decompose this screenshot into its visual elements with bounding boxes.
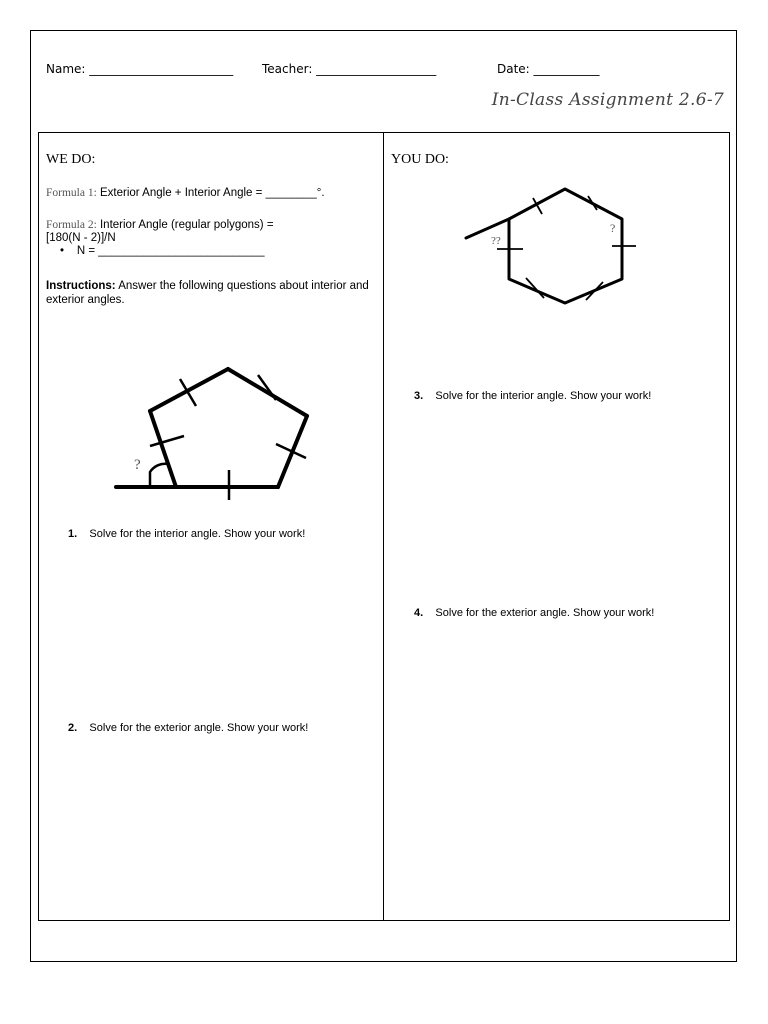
formula-1-text: Exterior Angle + Interior Angle = ________°. bbox=[96, 187, 325, 199]
question-3-text: Solve for the interior angle. Show your work! bbox=[435, 390, 652, 402]
question-3 bbox=[414, 390, 651, 402]
assignment-title: In-Class Assignment 2.6-7 bbox=[491, 90, 724, 110]
question-1-text: Solve for the interior angle. Show your work! bbox=[89, 528, 306, 540]
instructions-label: Instructions: bbox=[46, 280, 116, 292]
formula-2-continued: [180(N - 2)]/N bbox=[46, 232, 116, 244]
pentagon-figure bbox=[110, 360, 320, 500]
date-field[interactable]: Date: ___________ bbox=[497, 62, 600, 76]
question-4 bbox=[414, 607, 654, 619]
formula-1 bbox=[46, 187, 325, 200]
pentagon-angle-mark: ? bbox=[134, 457, 141, 473]
formula-2-text: Interior Angle (regular polygons) = bbox=[96, 219, 274, 231]
question-1 bbox=[68, 528, 305, 540]
instructions bbox=[46, 279, 381, 307]
hexagon-figure bbox=[462, 182, 642, 308]
hexagon-exterior-mark: ?? bbox=[491, 235, 501, 247]
question-1-number: 1. bbox=[68, 528, 78, 540]
you-do-title: YOU DO: bbox=[391, 152, 449, 167]
formula-2 bbox=[46, 219, 274, 232]
bullet-dot: • bbox=[60, 245, 65, 257]
hexagon-interior-mark: ? bbox=[610, 221, 616, 235]
column-divider bbox=[383, 132, 384, 921]
we-do-title: WE DO: bbox=[46, 152, 96, 167]
formula-1-label: Formula 1: bbox=[46, 187, 97, 199]
question-2 bbox=[68, 722, 308, 734]
question-4-text: Solve for the exterior angle. Show your work! bbox=[435, 607, 655, 619]
instructions-text: Answer the following questions about interior and exterior angles. bbox=[46, 280, 369, 306]
name-field[interactable]: Name: ________________________ bbox=[46, 62, 234, 76]
n-line-item bbox=[60, 245, 265, 257]
question-2-number: 2. bbox=[68, 722, 78, 734]
formula-2-label: Formula 2: bbox=[46, 219, 97, 231]
n-line[interactable]: N = __________________________ bbox=[76, 245, 265, 257]
teacher-field[interactable]: Teacher: ____________________ bbox=[262, 62, 437, 76]
question-4-number: 4. bbox=[414, 607, 424, 619]
question-3-number: 3. bbox=[414, 390, 424, 402]
question-2-text: Solve for the exterior angle. Show your work! bbox=[89, 722, 309, 734]
